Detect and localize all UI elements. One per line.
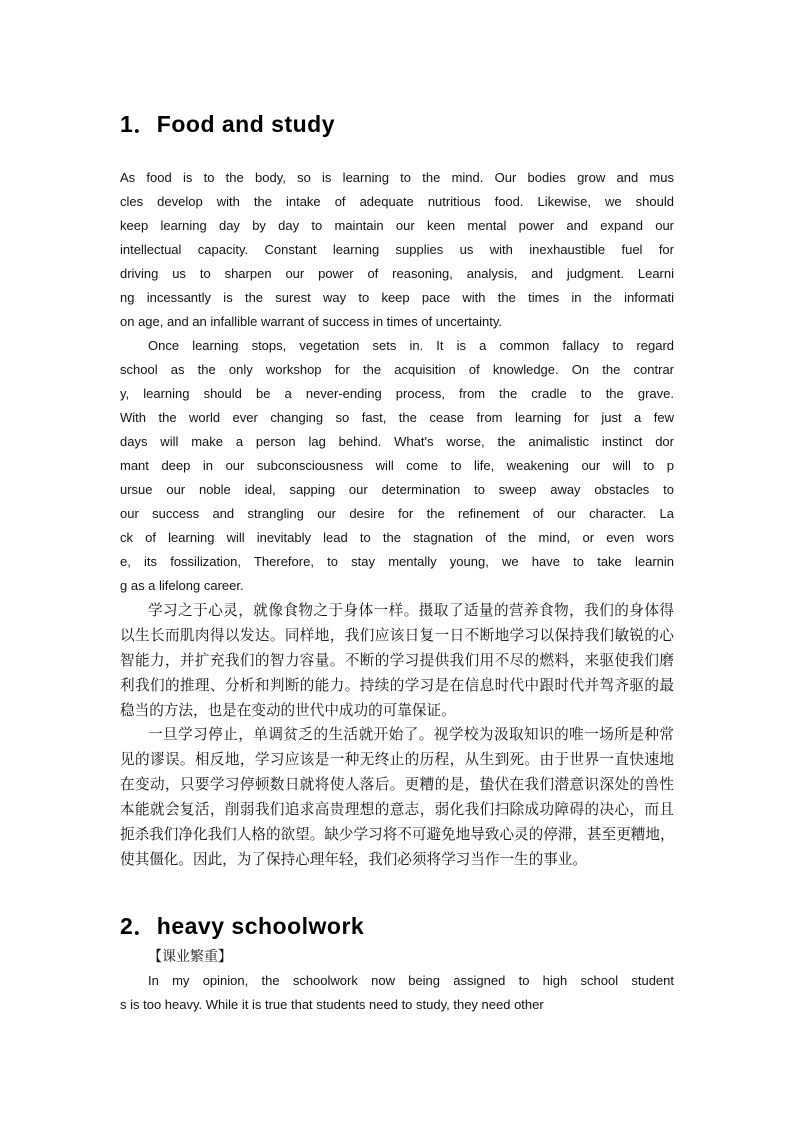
paragraph-line: intellectual capacity. Constant learning supplies us with inexhaustible fuel for	[120, 242, 674, 257]
paragraph-line: cles develop with the intake of adequate nutritious food. Likewise, we should	[120, 194, 674, 209]
chinese-paragraph-line: 稳当的方法，也是在变动的世代中成功的可靠保证。	[120, 702, 456, 719]
section-2-subtitle: 【课业繁重】	[148, 949, 232, 965]
paragraph-line: ck of learning will inevitably lead to the stagnation of the mind, or even wors	[120, 530, 674, 545]
paragraph-line: In my opinion, the schoolwork now being assigned to high school student	[148, 973, 674, 988]
paragraph-line: days will make a person lag behind. What's worse, the animalistic instinct dor	[120, 434, 674, 449]
chinese-paragraph-line: 以生长而肌肉得以发达。同样地，我们应该日复一日不断地学习以保持我们敏锐的心	[120, 627, 674, 644]
paragraph-line: s is too heavy. While it is true that students need to study, they need other	[120, 997, 544, 1012]
paragraph-line: Once learning stops, vegetation sets in. It is a common fallacy to regard	[148, 338, 674, 353]
chinese-paragraph-line: 扼杀我们净化我们人格的欲望。缺少学习将不可避免地导致心灵的停滞，甚至更糟地，	[120, 826, 675, 843]
paragraph-line: ursue our noble ideal, sapping our determination to sweep away obstacles to	[120, 482, 674, 497]
paragraph-line: e, its fossilization, Therefore, to stay mentally young, we have to take learnin	[120, 554, 674, 569]
chinese-paragraph-line: 使其僵化。因此，为了保持心理年轻，我们必须将学习当作一生的事业。	[120, 851, 588, 868]
chinese-paragraph-line: 在变动，只要学习停顿数日就将使人落后。更糟的是，蛰伏在我们潜意识深处的兽性	[120, 776, 674, 793]
paragraph-line: y, learning should be a never-ending process, from the cradle to the grave.	[120, 386, 674, 401]
paragraph-line: ng incessantly is the surest way to keep pace with the times in the informati	[120, 290, 674, 305]
chinese-paragraph-line: 利我们的推理、分析和判断的能力。持续的学习是在信息时代中跟时代并驾齐驱的最	[120, 677, 674, 694]
chinese-paragraph-line: 学习之于心灵，就像食物之于身体一样。摄取了适量的营养食物，我们的身体得	[148, 602, 674, 619]
paragraph-line: driving us to sharpen our power of reasoning, analysis, and judgment. Learni	[120, 266, 674, 281]
chinese-paragraph-line: 智能力，并扩充我们的智力容量。不断的学习提供我们用不尽的燃料，来驱使我们磨	[120, 652, 674, 669]
paragraph-line: mant deep in our subconsciousness will come to life, weakening our will to p	[120, 458, 674, 473]
paragraph-line: As food is to the body, so is learning to the mind. Our bodies grow and mus	[120, 170, 674, 185]
paragraph-line: keep learning day by day to maintain our keen mental power and expand our	[120, 218, 674, 233]
paragraph-line: With the world ever changing so fast, the cease from learning for just a few	[120, 410, 674, 425]
section-1-heading: 1．Food and study	[120, 111, 335, 137]
paragraph-line: g as a lifelong career.	[120, 578, 244, 593]
paragraph-line: our success and strangling our desire for the refinement of our character. La	[120, 506, 674, 521]
chinese-paragraph-line: 本能就会复活，削弱我们追求高贵理想的意志，弱化我们扫除成功障碍的决心，而且	[120, 801, 674, 818]
section-2-heading: 2．heavy schoolwork	[120, 913, 365, 939]
chinese-paragraph-line: 见的谬误。相反地，学习应该是一种无终止的历程，从生到死。由于世界一直快速地	[120, 751, 674, 768]
paragraph-line: on age, and an infallible warrant of success in times of uncertainty.	[120, 314, 503, 329]
paragraph-line: school as the only workshop for the acquisition of knowledge. On the contrar	[120, 362, 674, 377]
chinese-paragraph-line: 一旦学习停止，单调贫乏的生活就开始了。视学校为汲取知识的唯一场所是种常	[148, 726, 674, 743]
